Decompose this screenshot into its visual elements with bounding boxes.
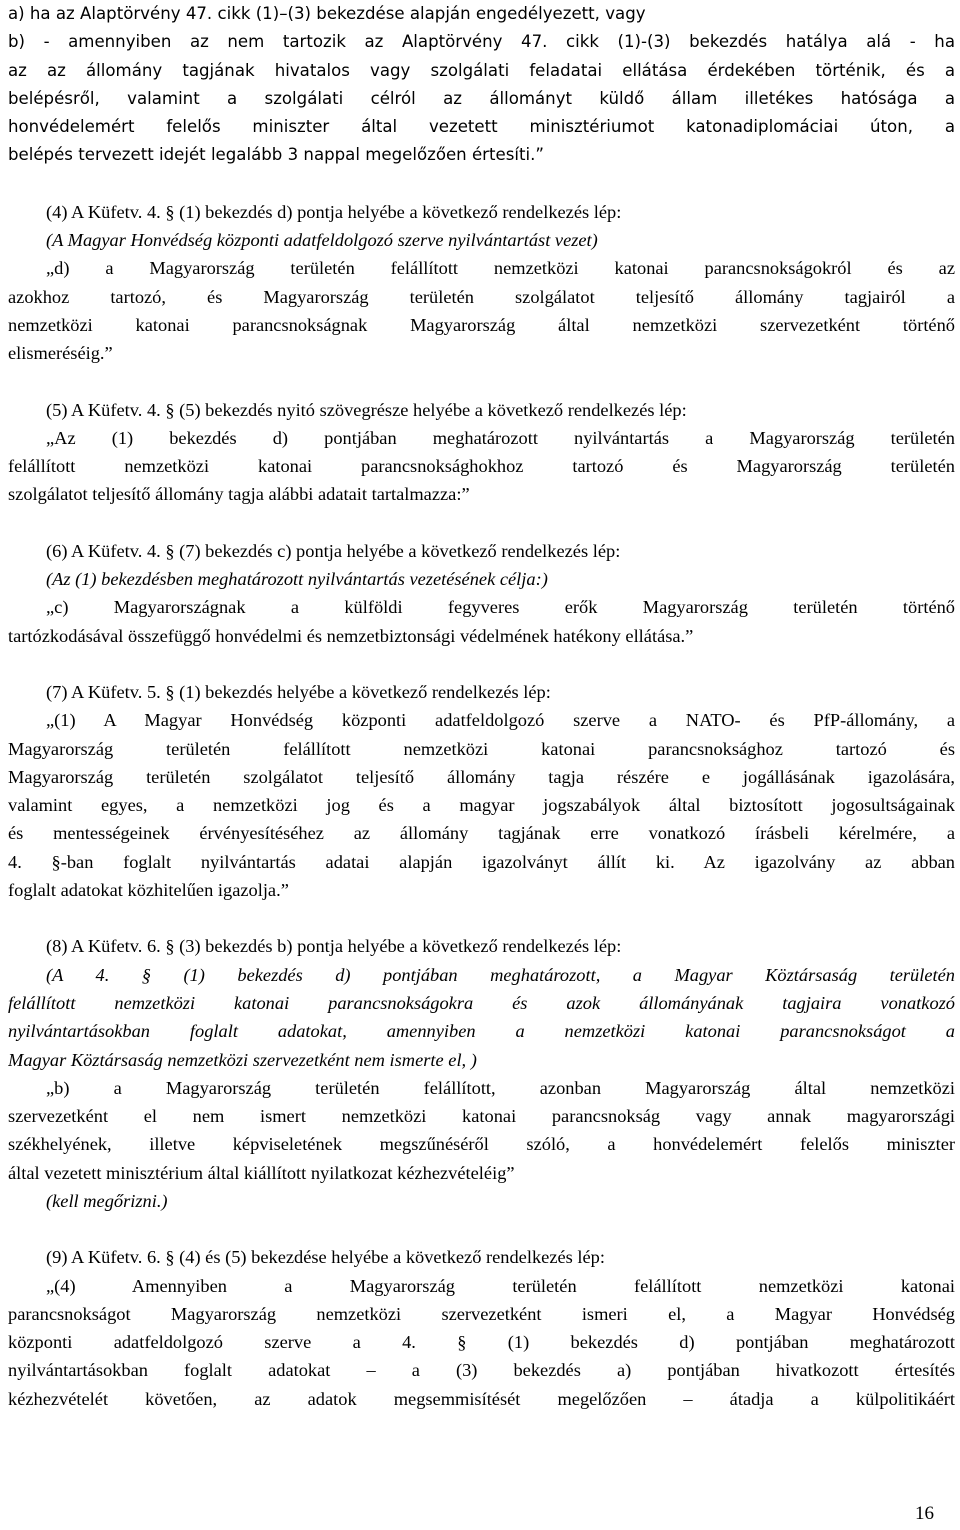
section-heading: (5) A Küfetv. 4. § (5) bekezdés nyitó szövegrésze helyébe a következő rendelkezés lép: xyxy=(46,399,687,420)
section-line: nyilvántartásokban foglalt adatokat – a (3) bekezdés a) pontjában hivatkozott értesítés xyxy=(8,1360,955,1381)
section-line: elismeréséig.” xyxy=(8,343,113,364)
section-line: központi adatfeldolgozó szerve a 4. § (1) bekezdés d) pontjában meghatározott xyxy=(8,1332,955,1353)
section-line: Magyarország területén felállított nemzetközi katonai parancsnoksághoz tartozó és xyxy=(8,738,955,759)
section-line: tartózkodásával összefüggő honvédelmi és nemzetbiztonsági védelmének hatékony ellátása.” xyxy=(8,625,694,646)
section-9 xyxy=(8,1243,955,1413)
section-heading: (7) A Küfetv. 5. § (1) bekezdés helyébe a következő rendelkezés lép: xyxy=(46,681,551,702)
section-note: Magyar Köztársaság nemzetközi szervezetként nem ismerte el, ) xyxy=(8,1049,477,1070)
section-heading: (4) A Küfetv. 4. § (1) bekezdés d) pontja helyébe a következő rendelkezés lép: xyxy=(46,201,622,222)
section-8 xyxy=(8,932,955,1215)
intro-line: belépésről, valamint a szolgálati célról az állományt küldő állam illetékes hatósága a xyxy=(8,88,955,108)
section-line: 4. §-ban foglalt nyilvántartás adatai alapján igazolványt állít ki. Az igazolvány az abban xyxy=(8,851,955,872)
section-line: szervezetként el nem ismert nemzetközi katonai parancsnokság vagy annak magyarországi xyxy=(8,1106,955,1127)
section-closing: (kell megőrizni.) xyxy=(46,1190,168,1211)
section-line: szolgálatot teljesítő állomány tagja alábbi adatait tartalmazza:” xyxy=(8,484,470,505)
page-number: 16 xyxy=(915,1503,934,1524)
intro-line: az az állomány tagjának hivatalos vagy szolgálati feladatai ellátása érdekében történik, és a xyxy=(8,60,955,80)
section-heading: (9) A Küfetv. 6. § (4) és (5) bekezdése helyébe a következő rendelkezés lép: xyxy=(46,1247,605,1268)
document-page xyxy=(8,0,955,1413)
section-line: parancsnokságot Magyarország nemzetközi szervezetként ismeri el, a Magyar Honvédség xyxy=(8,1303,955,1324)
section-line: foglalt adatokat közhitelűen igazolja.” xyxy=(8,880,289,901)
section-5 xyxy=(8,396,955,509)
section-line: felállított nemzetközi katonai parancsnoksághokhoz tartozó és Magyarország területén xyxy=(8,456,955,477)
section-note: nyilvántartásokban foglalt adatokat, amennyiben a nemzetközi katonai parancsnokságot a xyxy=(8,1021,955,1042)
section-note: felállított nemzetközi katonai parancsnokságokra és azok állományának tagjaira vonatkozó xyxy=(8,992,955,1013)
section-line: valamint egyes, a nemzetközi jog és a magyar jogszabályok által biztosított jogosultságainak xyxy=(8,795,955,816)
section-note: (A 4. § (1) bekezdés d) pontjában meghatározott, a Magyar Köztársaság területén xyxy=(46,964,955,985)
section-heading: (6) A Küfetv. 4. § (7) bekezdés c) pontja helyébe a következő rendelkezés lép: xyxy=(46,540,621,561)
section-6 xyxy=(8,537,955,650)
section-line: kézhezvételét követően, az adatok megsemmisítését megelőzően – átadja a külpolitikáért xyxy=(8,1388,955,1409)
intro-line: honvédelemért felelős miniszter által vezetett minisztériumot katonadiplomáciai úton, a xyxy=(8,117,955,137)
intro-line: a) ha az Alaptörvény 47. cikk (1)–(3) bekezdése alapján engedélyezett, vagy xyxy=(8,4,646,23)
section-4 xyxy=(8,198,955,368)
section-line: „d) a Magyarország területén felállított nemzetközi katonai parancsnokságokról és az xyxy=(46,258,955,279)
section-line: és mentességeinek érvényesítéséhez az állomány tagjának erre vonatkozó írásbeli kérelmére, a xyxy=(8,823,955,844)
section-note: (A Magyar Honvédség központi adatfeldolgozó szerve nyilvántartást vezet) xyxy=(46,230,598,251)
intro-line: belépés tervezett idejét legalább 3 nappal megelőzően értesíti.” xyxy=(8,145,544,165)
section-line: „c) Magyarországnak a külföldi fegyveres erők Magyarország területén történő xyxy=(46,597,955,618)
intro-line: b) - amennyiben az nem tartozik az Alaptörvény 47. cikk (1)-(3) bekezdés hatálya alá - ha xyxy=(8,32,955,52)
section-line: „(4) Amennyiben a Magyarország területén felállított nemzetközi katonai xyxy=(46,1275,955,1296)
intro-paragraph xyxy=(8,0,955,170)
section-line: „(1) A Magyar Honvédség központi adatfeldolgozó szerve a NATO- és PfP-állomány, a xyxy=(46,710,955,731)
section-line: „b) a Magyarország területén felállított, azonban Magyarország által nemzetközi xyxy=(46,1077,955,1098)
section-line: Magyarország területén szolgálatot teljesítő állomány tagja részére e jogállásának igazolására, xyxy=(8,766,955,787)
section-line: által vezetett minisztérium által kiállított nyilatkozat kézhezvételéig” xyxy=(8,1162,515,1183)
section-7 xyxy=(8,678,955,904)
section-line: székhelyének, illetve képviseletének megszűnéséről szóló, a honvédelemért felelős miniszter xyxy=(8,1134,955,1155)
section-line: azokhoz tartozó, és Magyarország területén szolgálatot teljesítő állomány tagjairól a xyxy=(8,286,955,307)
section-heading: (8) A Küfetv. 6. § (3) bekezdés b) pontja helyébe a következő rendelkezés lép: xyxy=(46,936,622,957)
section-note: (Az (1) bekezdésben meghatározott nyilvántartás vezetésének célja:) xyxy=(46,569,548,590)
section-line: nemzetközi katonai parancsnokságnak Magyarország által nemzetközi szervezetként történő xyxy=(8,314,955,335)
section-line: „Az (1) bekezdés d) pontjában meghatározott nyilvántartás a Magyarország területén xyxy=(46,427,955,448)
